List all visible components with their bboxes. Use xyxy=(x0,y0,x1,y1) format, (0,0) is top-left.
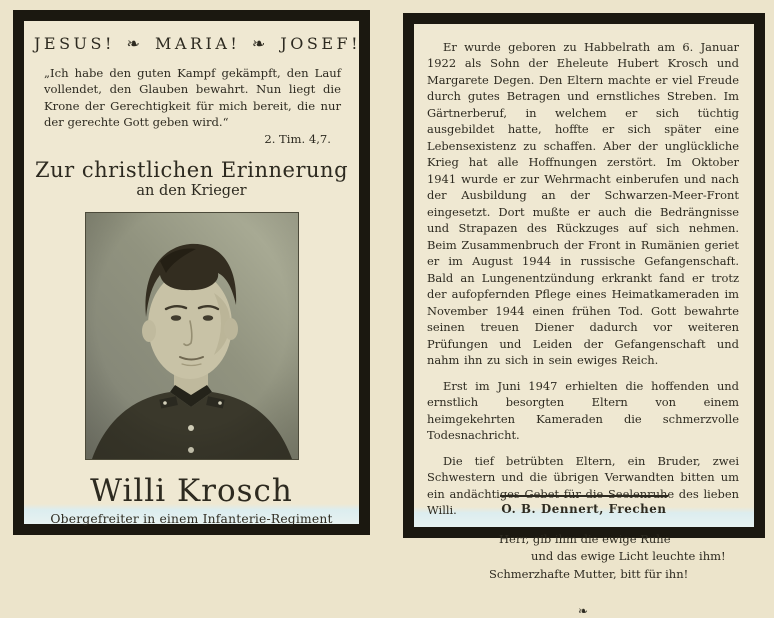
bible-quote: „Ich habe den guten Kampf gekämpft, den Lauf vollendet, den Glauben bewahrt. Nun liegt die Krone der Gerechtigkeit für mich bereit, die nur der gerechte Gott geben wird.“ xyxy=(44,66,341,130)
left-page-content xyxy=(24,21,362,526)
printer-credit: O. B. Dennert, Frechen xyxy=(501,502,667,516)
memorial-card-right-page xyxy=(403,13,765,618)
memorial-card-left-page xyxy=(13,10,370,535)
memorial-subheading: an den Krieger xyxy=(136,182,247,199)
prayer-line-3: Schmerzhafte Mutter, bitt für ihn! xyxy=(489,567,689,582)
deceased-name: Willi Krosch xyxy=(90,472,293,509)
right-page-content xyxy=(414,24,754,618)
prayer-line-2: und das ewige Licht leuchte ihm! xyxy=(531,549,726,564)
obituary-paragraph-1: Er wurde geboren zu Habbelrath am 6. Januar 1922 als Sohn der Eheleute Hubert Krosch und Margarete Degen. Den Eltern machte er viel Freude durch gutes Betragen und ernstliches Streben. Im Gärtnerberuf, in welchem er sich tüchtig ausgebildet hatte, hoffte er sich später eine Lebensexistenz zu schaffen. Aber der unglückliche Krieg hat alle Hoffnungen zerstört. Im Oktober 1941 wurde er zur Wehrmacht einberufen und nach der Ausbildung an der Schwarzen-Meer-Front eingesetzt. Dort mußte er auch die Bedrängnisse und Strapazen des Rückzuges auf sich nehmen. Beim Zusammenbruch der Front in Rumänien geriet er im August 1944 in russische Gefangenschaft. Bald an Lungenentzündung erkrankt fand er trotz der aufopfernden Pflege eines Heimatkameraden im November 1944 einen frühen Tod. Gott bewahrte seinen treuen Diener dadurch vor weiteren Prüfungen und Leiden der Gefangenschaft und nahm ihn zu sich in sein ewiges Reich. xyxy=(427,40,739,368)
portrait-illustration xyxy=(86,213,298,459)
obituary-paragraph-3: Die tief betrübten Eltern, ein Bruder, zwei Schwestern und die übrigen Verwandten bitten um ein andächtiges Gebet für die Seelenruhe des lieben Willi. xyxy=(427,453,739,518)
quote-attribution: 2. Tim. 4,7. xyxy=(264,131,331,146)
prayer-block xyxy=(427,531,739,584)
memorial-heading: Zur christlichen Erinnerung xyxy=(34,157,349,182)
soldier-portrait-photo xyxy=(85,212,299,460)
prayer-line-1: Herr, gib ihm die ewige Ruhe xyxy=(499,531,671,546)
fleuron-ornament-icon: ❧ xyxy=(577,604,589,618)
printer-rule xyxy=(500,495,668,497)
deceased-rank: Obergefreiter in einem Infanterie-Regiment xyxy=(50,511,333,526)
obituary-paragraph-2: Erst im Juni 1947 erhielten die hoffenden und ernstlich besorgten Eltern von einem heimgekehrten Kameraden die schmerzvolle Todesnachricht. xyxy=(427,378,739,443)
printer-credit-block xyxy=(414,495,754,516)
invocation-line: JESUS! ❧ MARIA! ❧ JOSEF! xyxy=(34,34,362,53)
